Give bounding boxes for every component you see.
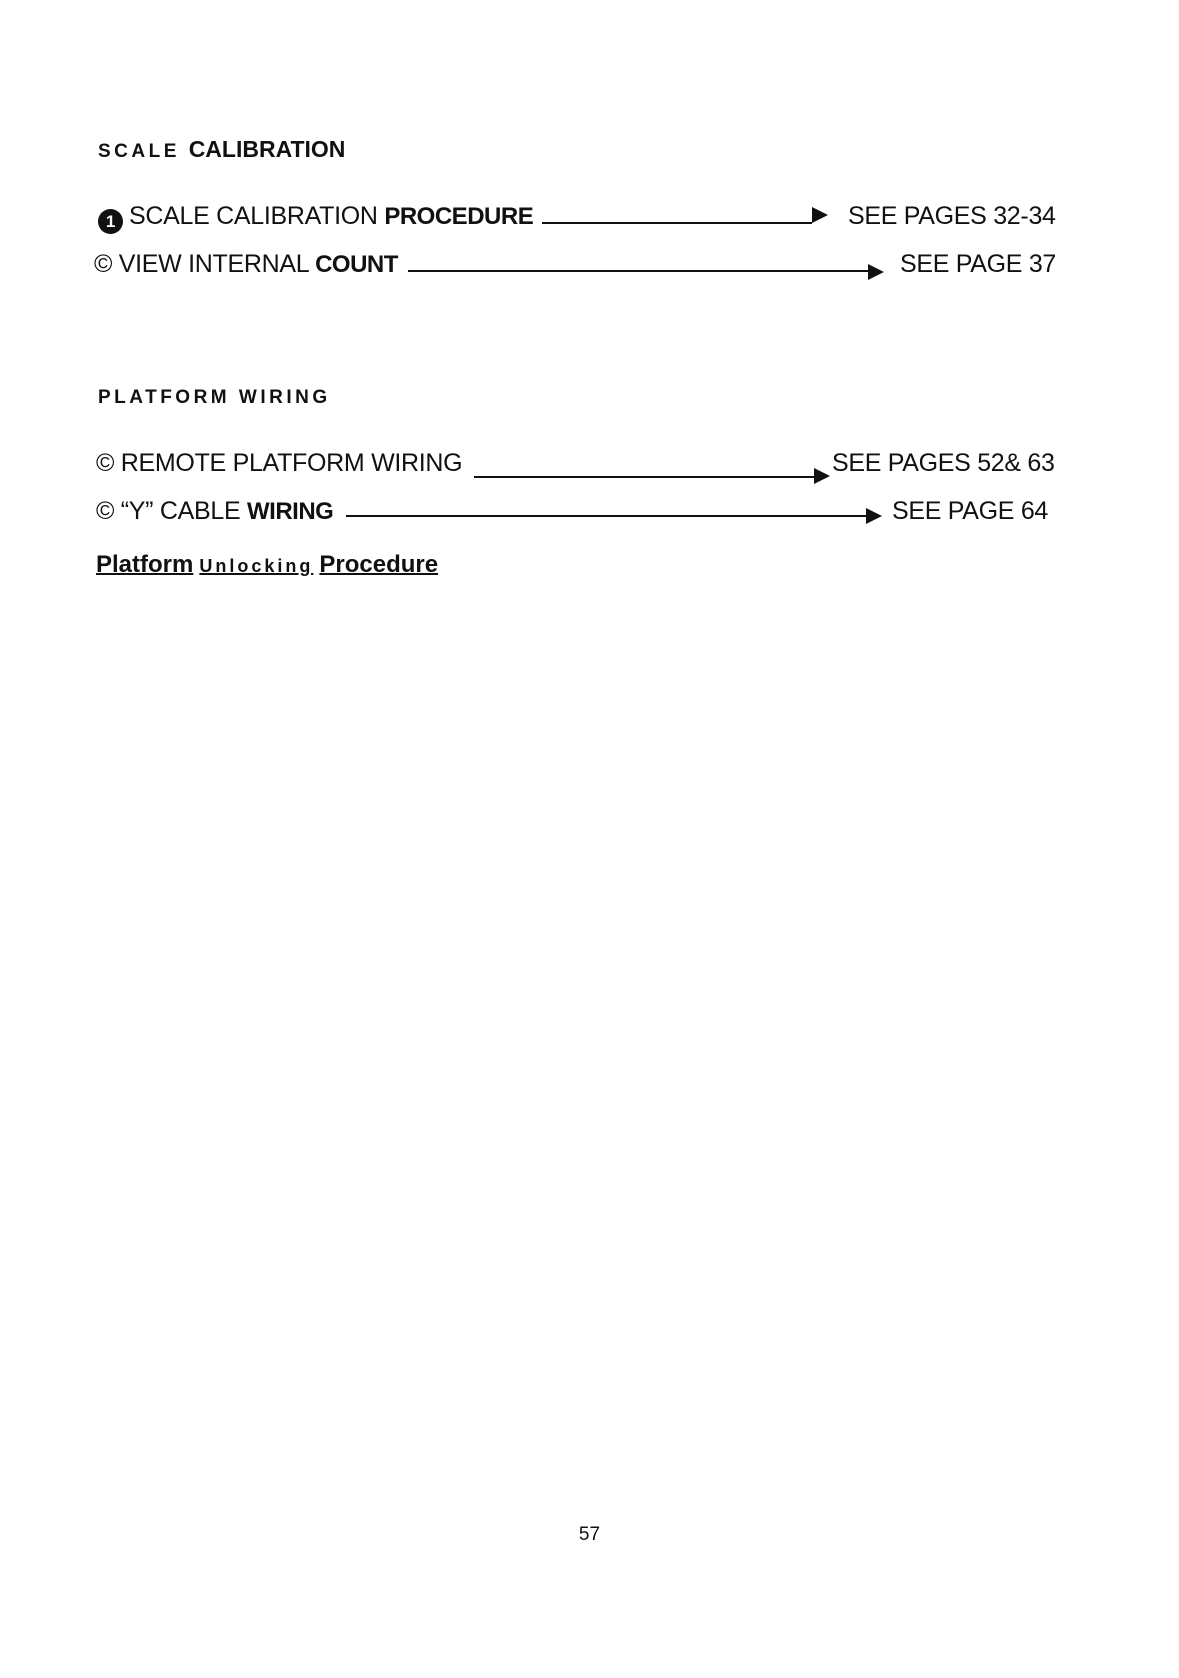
section-title-platform-wiring: PLATFORM WIRING bbox=[98, 387, 331, 408]
leader-line bbox=[474, 476, 814, 478]
toc-row-remote-platform-wiring[interactable] bbox=[96, 449, 462, 478]
section-title-big: CALIBRATION bbox=[188, 136, 346, 162]
link-text-unlocking: Unlocking bbox=[199, 556, 314, 576]
arrow-right-icon bbox=[812, 207, 828, 223]
page-ref: SEE PAGES 52& 63 bbox=[832, 449, 1055, 477]
toc-row-scale-calibration[interactable] bbox=[98, 202, 533, 234]
section-title-small: SCALE bbox=[98, 141, 180, 162]
row-bold-text: PROCEDURE bbox=[384, 203, 534, 230]
page-ref: SEE PAGES 32-34 bbox=[848, 202, 1056, 230]
row-text: REMOTE PLATFORM WIRING bbox=[120, 449, 463, 477]
page-ref: SEE PAGE 64 bbox=[892, 497, 1049, 525]
arrow-right-icon bbox=[814, 468, 830, 484]
leader-line bbox=[408, 270, 868, 272]
link-text-platform: Platform bbox=[96, 551, 194, 578]
toc-row-y-cable-wiring[interactable] bbox=[96, 497, 333, 526]
toc-row-view-internal-count[interactable] bbox=[94, 250, 398, 279]
arrow-right-icon bbox=[866, 508, 882, 524]
page-number: 57 bbox=[578, 1524, 601, 1545]
section-title-scale-calibration bbox=[98, 136, 345, 163]
row-bold-text: COUNT bbox=[315, 251, 398, 278]
arrow-right-icon bbox=[868, 264, 884, 280]
number-one-bullet-icon: 1 bbox=[98, 209, 123, 234]
platform-unlocking-procedure-link[interactable] bbox=[96, 551, 438, 579]
link-text-procedure: Procedure bbox=[319, 551, 439, 578]
leader-line bbox=[542, 222, 812, 224]
row-text: VIEW INTERNAL bbox=[118, 250, 309, 278]
copyright-bullet-icon: © bbox=[94, 250, 113, 278]
leader-line bbox=[346, 515, 866, 517]
row-text: SCALE CALIBRATION bbox=[129, 202, 378, 230]
row-text: “Y” CABLE bbox=[120, 497, 241, 525]
copyright-bullet-icon: © bbox=[96, 497, 115, 525]
row-bold-text: WIRING bbox=[247, 498, 334, 525]
copyright-bullet-icon: © bbox=[96, 449, 115, 477]
page-ref: SEE PAGE 37 bbox=[900, 250, 1057, 278]
